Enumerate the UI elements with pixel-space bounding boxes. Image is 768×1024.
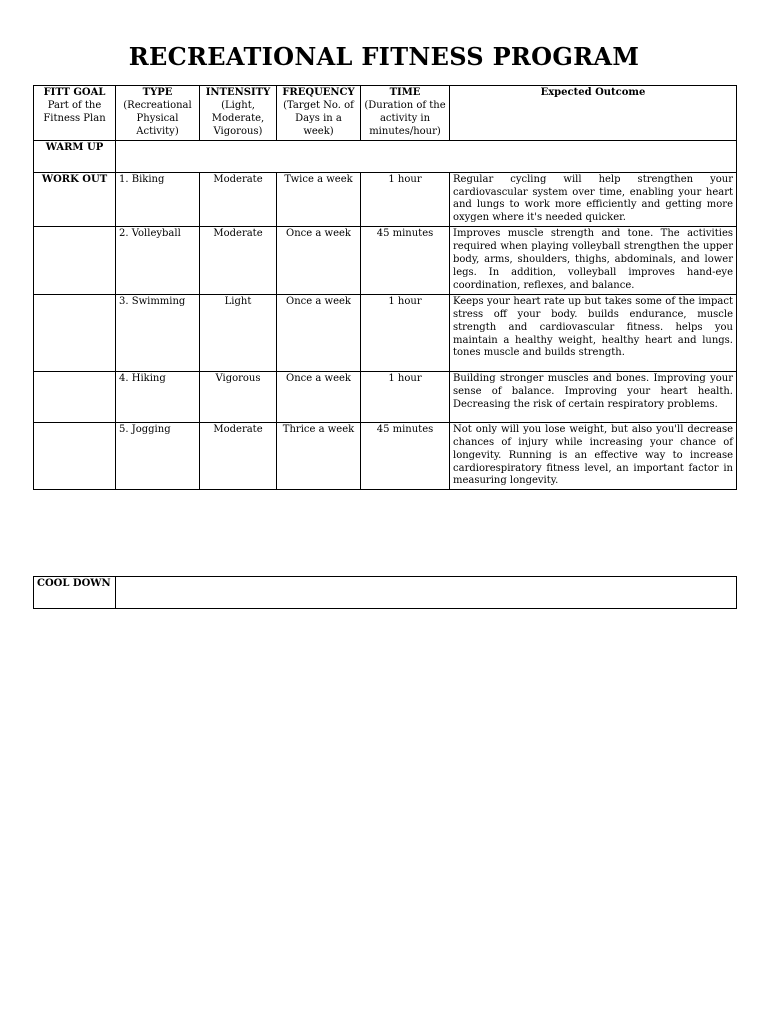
goal-cell [34,227,116,295]
warm-up-content [116,140,737,172]
fitness-plan-table [33,85,737,490]
goal-cell [34,422,116,490]
activity-outcome: Improves muscle strength and tone. The activities required when playing volleyball strengthen the upper body, arms, shoulders, thighs, abdominals, and lower legs. In addition, volleyball improves hand-eye coordination, reflexes, and balance. [450,227,737,295]
activity-time: 1 hour [361,294,450,371]
warm-up-label: WARM UP [34,140,116,172]
cool-down-content [116,577,737,609]
activity-type: 4. Hiking [116,371,200,422]
cool-down-label: COOL DOWN [34,577,116,609]
table-row [34,294,737,371]
header-frequency: FREQUENCY (Target No. of Days in a week) [277,86,361,141]
activity-frequency: Once a week [277,227,361,295]
warm-up-row [34,140,737,172]
table-row [34,227,737,295]
activity-intensity: Moderate [200,227,277,295]
activity-intensity: Moderate [200,422,277,490]
table-row [34,422,737,490]
header-row [34,86,737,141]
activity-intensity: Vigorous [200,371,277,422]
header-type: TYPE (Recreational Physical Activity) [116,86,200,141]
activity-frequency: Once a week [277,371,361,422]
activity-time: 1 hour [361,371,450,422]
header-intensity: INTENSITY (Light, Moderate, Vigorous) [200,86,277,141]
activity-type: 5. Jogging [116,422,200,490]
activity-type: 2. Volleyball [116,227,200,295]
activity-frequency: Thrice a week [277,422,361,490]
work-out-label: WORK OUT [34,172,116,227]
activity-outcome: Building stronger muscles and bones. Improving your sense of balance. Improving your heart health. Decreasing the risk of certain respiratory problems. [450,371,737,422]
cool-down-row [34,577,737,609]
activity-type: 3. Swimming [116,294,200,371]
activity-time: 45 minutes [361,422,450,490]
header-goal: FITT GOAL Part of the Fitness Plan [34,86,116,141]
activity-outcome: Regular cycling will help strengthen your cardiovascular system over time, enabling your heart and lungs to work more efficiently and getting more oxygen where it's needed quicker. [450,172,737,227]
goal-cell [34,371,116,422]
activity-outcome: Not only will you lose weight, but also you'll decrease chances of injury while increasing your chance of longevity. Running is an effective way to increase cardiorespiratory fitness level, an important factor in measuring longevity. [450,422,737,490]
activity-time: 45 minutes [361,227,450,295]
activity-frequency: Once a week [277,294,361,371]
activity-time: 1 hour [361,172,450,227]
goal-cell [34,294,116,371]
activity-intensity: Light [200,294,277,371]
cool-down-table [33,576,737,609]
activity-frequency: Twice a week [277,172,361,227]
table-row [34,371,737,422]
header-outcome: Expected Outcome [450,86,737,141]
activity-outcome: Keeps your heart rate up but takes some of the impact stress off your body. builds endurance, muscle strength and cardiovascular fitness. helps you maintain a healthy weight, healthy heart and lungs. tones muscle and builds strength. [450,294,737,371]
activity-intensity: Moderate [200,172,277,227]
page-title: RECREATIONAL FITNESS PROGRAM [128,42,640,71]
activity-type: 1. Biking [116,172,200,227]
table-row [34,172,737,227]
header-time: TIME (Duration of the activity in minutes/hour) [361,86,450,141]
